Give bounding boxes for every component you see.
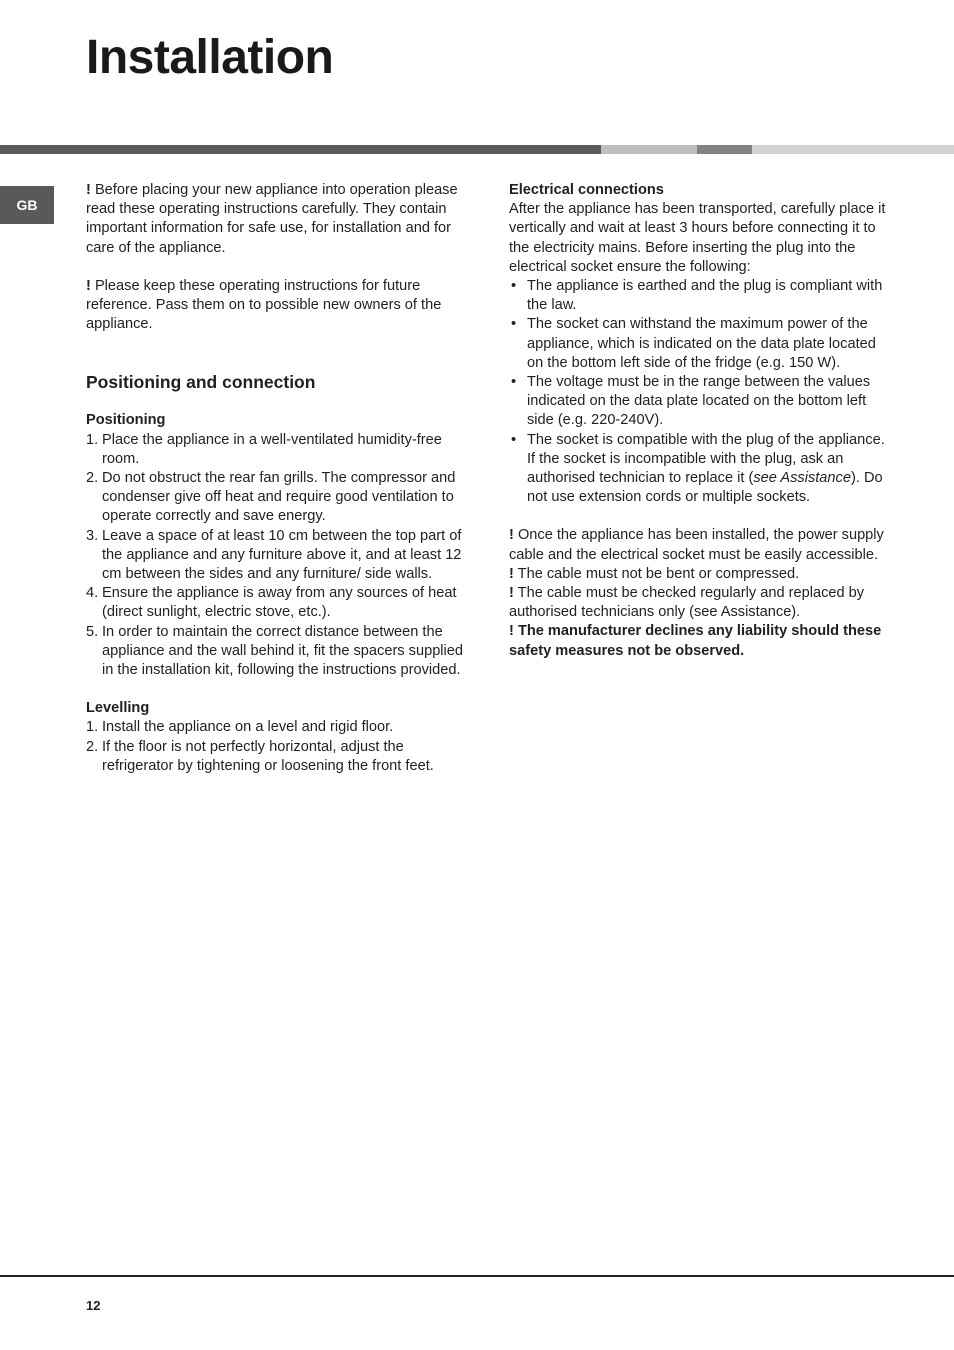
list-item: 3. Leave a space of at least 10 cm between the top part of the appliance and any furniture above it, and at least 12 cm between the sides and any furniture/ side walls.: [86, 527, 462, 583]
right-column: [509, 181, 891, 661]
list-item: 4. Ensure the appliance is away from any sources of heat (direct sunlight, electric stove, etc.).: [86, 585, 457, 621]
positioning-heading: Positioning: [86, 412, 166, 429]
page-title: Installation: [86, 31, 334, 84]
levelling-list: [86, 718, 466, 776]
list-item: • The appliance is earthed and the plug is compliant with the law.: [511, 278, 883, 314]
list-item: • The socket is compatible with the plug of the appliance. If the socket is incompatible with the plug, ask an authorised technician to replace it (see Assistance). Do not use extension cords or multiple sockets.: [511, 431, 885, 506]
header-divider-pale: [752, 145, 954, 154]
list-item: 1. Install the appliance on a level and rigid floor.: [86, 719, 394, 736]
footer-rule: [0, 1275, 954, 1277]
warning-cable-bent: ! The cable must not be bent or compressed.: [509, 565, 800, 582]
electrical-intro: After the appliance has been transported, carefully place it vertically and wait at least 3 hours before connecting it to the electricity mains. Before inserting the plug into the electrical socket ensure the following:: [509, 201, 886, 275]
warning-accessible: ! Once the appliance has been installed, the power supply cable and the electrical socket must be easily accessible.: [509, 527, 884, 563]
list-item: 2. If the floor is not perfectly horizontal, adjust the refrigerator by tightening or loosening the front feet.: [86, 738, 434, 774]
warning-mark: !: [86, 182, 91, 198]
warning-cable-check: ! The cable must be checked regularly and replaced by authorised technicians only (see Assistance).: [509, 585, 865, 621]
page-number: 12: [86, 1298, 101, 1313]
positioning-list: [86, 431, 466, 681]
socket-note: If the socket is incompatible with the plug, ask an authorised technician to replace it (see Assistance). Do not use extension cords or multiple sockets.: [527, 450, 883, 506]
electrical-heading: Electrical connections: [509, 182, 664, 198]
warning-liability: ! The manufacturer declines any liability should these safety measures not be observed.: [509, 623, 882, 659]
list-item: 1. Place the appliance in a well-ventilated humidity-free room.: [86, 431, 442, 467]
header-divider-dark: [0, 145, 601, 154]
intro-text-1: Before placing your new appliance into operation please read these operating instructions carefully. They contain important information for safe use, for installation and for care of the appliance.: [86, 182, 458, 256]
language-tab: GB: [0, 186, 54, 224]
list-item: 2. Do not obstruct the rear fan grills. The compressor and condenser give off heat and require good ventilation to operate correctly and save energy.: [86, 470, 456, 525]
header-divider-mid: [697, 145, 752, 154]
section-title: Positioning and connection: [86, 372, 316, 393]
list-item: • The socket can withstand the maximum power of the appliance, which is indicated on the data plate located on the bottom left side of the fridge (e.g. 150 W).: [511, 316, 876, 371]
electrical-checklist: [509, 277, 891, 507]
intro-paragraph-1: [86, 181, 466, 258]
levelling-heading: Levelling: [86, 700, 150, 717]
intro-text-2: Please keep these operating instructions for future reference. Pass them on to possible new owners of the appliance.: [86, 277, 442, 333]
left-column: [86, 181, 466, 776]
list-item: 5. In order to maintain the correct distance between the appliance and the wall behind it, fit the spacers supplied in the installation kit, following the instructions provided.: [86, 623, 464, 679]
warning-mark: !: [86, 277, 91, 294]
header-divider-light: [601, 145, 697, 154]
list-item: • The voltage must be in the range between the values indicated on the data plate located on the bottom left side (e.g. 220-240V).: [511, 374, 871, 429]
intro-paragraph-2: [86, 277, 466, 335]
